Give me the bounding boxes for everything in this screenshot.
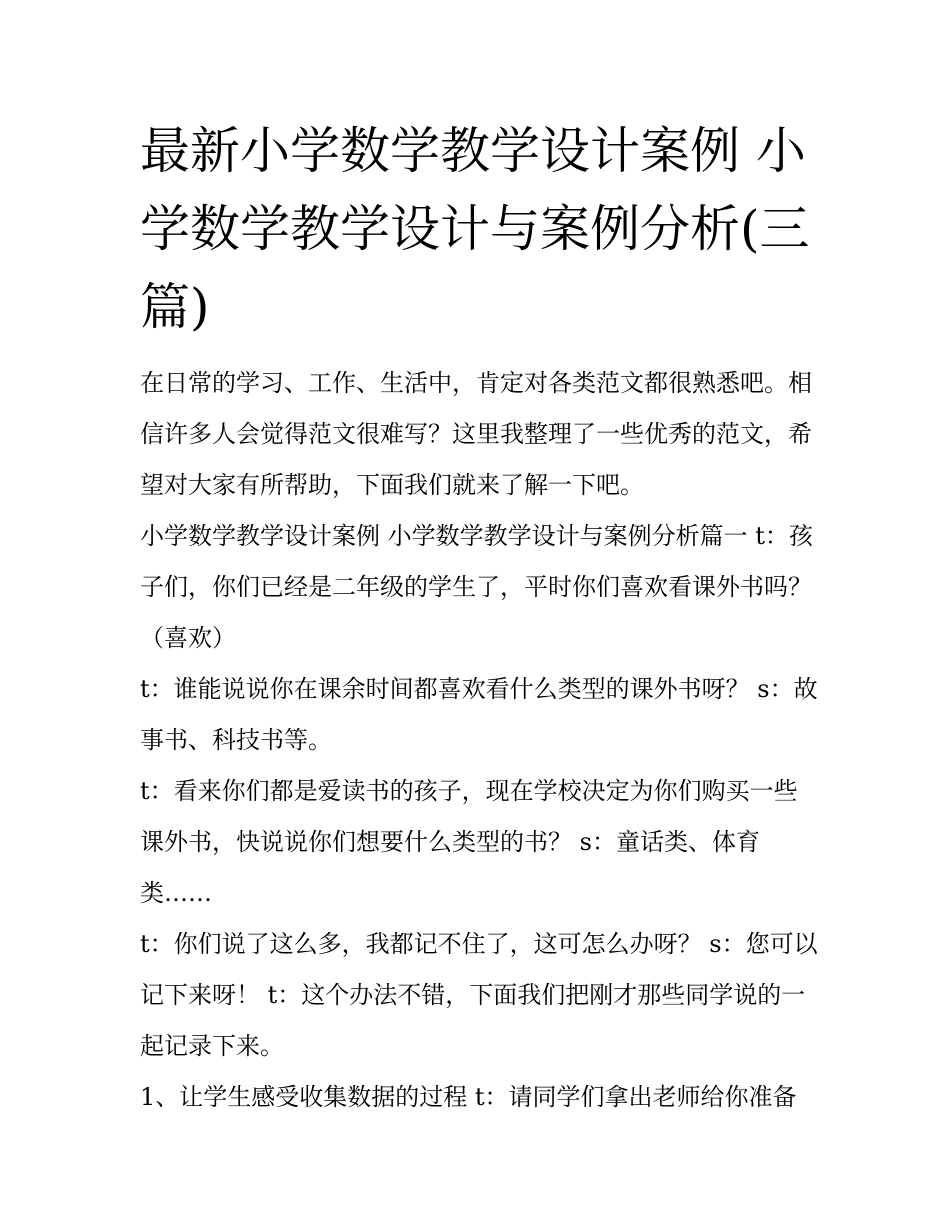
paragraph-dialogue-2: t：看来你们都是爱读书的孩子，现在学校决定为你们购买一些课外书，快说说你们想要什么类型的书？ s：童话类、体育类…… (140, 777, 798, 907)
paragraph-dialogue-1: t：谁能说说你在课余时间都喜欢看什么类型的课外书呀？ s：故事书、科技书等。 (140, 675, 818, 754)
paragraph-case-one: 小学数学教学设计案例 小学数学教学设计与案例分析篇一 t：孩子们，你们已经是二年级的学生了，平时你们喜欢看课外书吗？（喜欢） (140, 522, 813, 652)
paragraph-dialogue-3: t：你们说了这么多，我都记不住了，这可怎么办呀？ s：您可以记下来呀！ t：这个办法不错，下面我们把刚才那些同学说的一起记录下来。 (140, 930, 818, 1060)
paragraph-step-1: 1、让学生感受收集数据的过程 t：请同学们拿出老师给你准备 (140, 1083, 797, 1111)
document-body (140, 358, 820, 1123)
paragraph-intro: 在日常的学习、工作、生活中，肯定对各类范文都很熟悉吧。相信许多人会觉得范文很难写？这里我整理了一些优秀的范文，希望对大家有所帮助，下面我们就来了解一下吧。 (140, 369, 812, 499)
document-title: 最新小学数学教学设计案例 小学数学教学设计与案例分析(三篇) (140, 122, 810, 336)
